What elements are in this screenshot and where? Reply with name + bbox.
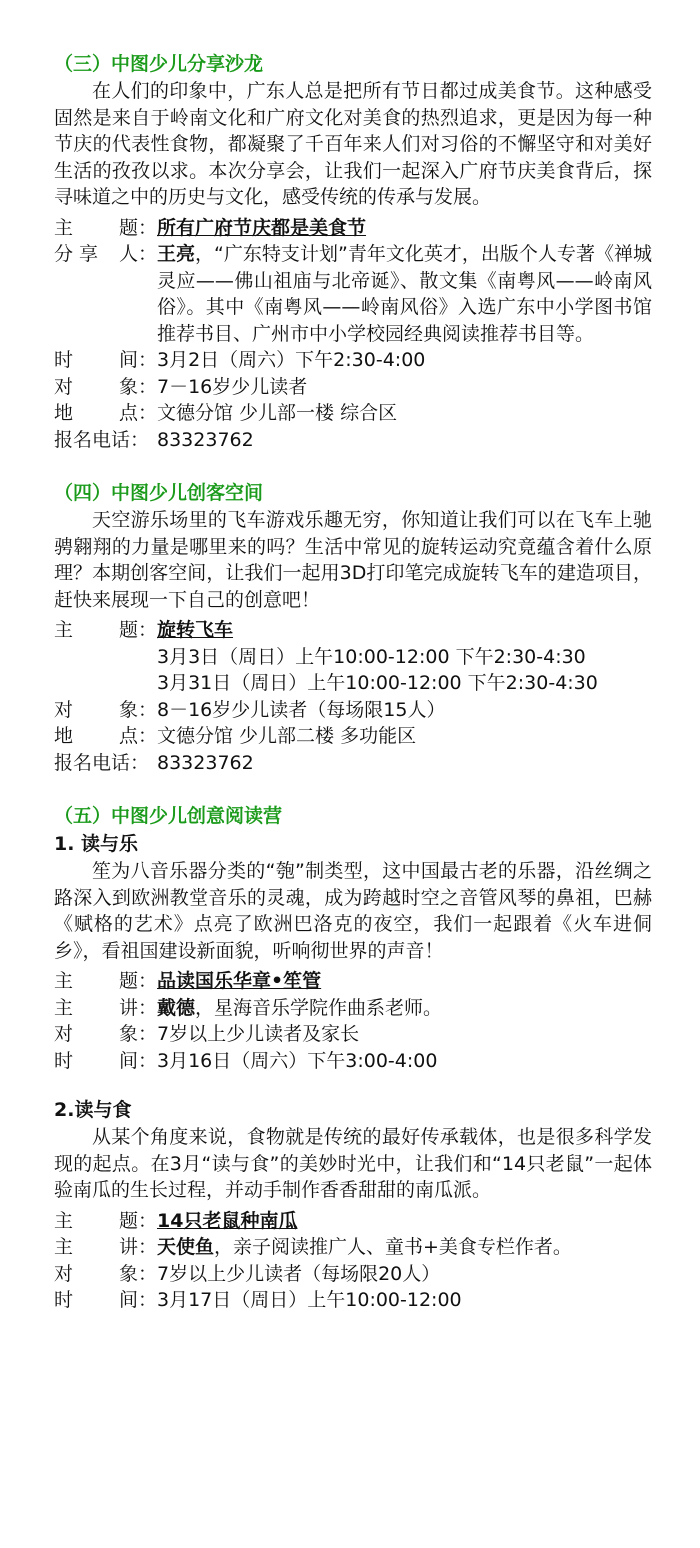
maker-time1-row [54, 644, 652, 671]
maker-audience-row: 对 象： 8－16岁少儿读者（每场限15人） [54, 697, 652, 724]
music-topic-row: 主 题： 品读国乐华章•笙管 [54, 970, 322, 992]
music-speaker-row: 主 讲： 戴德，星海音乐学院作曲系老师。 [54, 996, 443, 1019]
salon-place: 文德分馆 少儿部一楼 综合区 [157, 402, 398, 424]
maker-phone: 83323762 [157, 751, 254, 774]
salon-place-row: 地 点： 文德分馆 少儿部一楼 综合区 [54, 400, 652, 427]
salon-phone-row: 报名电话： 83323762 [54, 427, 652, 454]
salon-speaker-desc: ，“广东特支计划”青年文化英才，出版个人专著《禅城灵应——佛山祖庙与北帝诞》、散文集《南粤风——岭南风俗》。其中《南粤风——岭南风俗》入选广东中小学图书馆推荐书目、广州市中小学校园经典阅读推荐书目等。 [157, 243, 652, 345]
music-speaker-desc: ，星海音乐学院作曲系老师。 [195, 996, 443, 1019]
maker-topic: 旋转飞车 [157, 619, 234, 641]
section-title-reading-camp: （五）中图少儿创意阅读营 [54, 805, 283, 827]
reading-food-intro: 从某个角度来说，食物就是传统的最好传承载体，也是很多科学发现的起点。在3月“读与食”的美妙时光中，让我们和“14只老鼠”一起体验南瓜的生长过程，并动手制作香香甜甜的南瓜派。 [54, 1126, 652, 1201]
music-time: 3月16日（周六）下午3:00-4:00 [157, 1049, 438, 1072]
maker-place-row: 地 点： 文德分馆 少儿部二楼 多功能区 [54, 723, 652, 750]
food-time-row: 时 间： 3月17日（周日）上午10:00-12:00 [54, 1287, 652, 1314]
section-title-salon: （三）中图少儿分享沙龙 [54, 53, 264, 75]
food-speaker-row: 主 讲： 天使鱼，亲子阅读推广人、童书+美食专栏作者。 [54, 1236, 572, 1258]
food-speaker-desc: ，亲子阅读推广人、童书+美食专栏作者。 [214, 1236, 572, 1258]
salon-topic: 所有广府节庆都是美食节 [157, 216, 367, 239]
maker-intro: 天空游乐场里的飞车游戏乐趣无穷，你知道让我们可以在飞车上驰骋翱翔的力量是哪里来的吗？生活中常见的旋转运动究竟蕴含着什么原理？本期创客空间，让我们一起用3D打印笔完成旋转飞车的建造项目，赶快来展现一下自己的创意吧！ [54, 509, 652, 611]
salon-audience-row: 对 象： 7－16岁少儿读者 [54, 374, 652, 401]
food-audience-row: 对 象： 7岁以上少儿读者（每场限20人） [54, 1261, 652, 1288]
music-topic: 品读国乐华章•笙管 [157, 970, 322, 992]
food-topic: 14只老鼠种南瓜 [157, 1209, 298, 1232]
maker-topic-row: 主 题： 旋转飞车 [54, 619, 234, 641]
reading-music-heading: 1. 读与乐 [54, 833, 139, 855]
music-speaker-name: 戴德 [157, 996, 196, 1019]
maker-time-2: 3月31日（周日）上午10:00-12:00 下午2:30-4:30 [157, 672, 598, 694]
reading-music-intro: 笙为八音乐器分类的“匏”制类型，这中国最古老的乐器，沿丝绸之路深入到欧洲教堂音乐的灵魂，成为跨越时空之音管风琴的鼻祖，巴赫《赋格的艺术》点亮了欧洲巴洛克的夜空，我们一起跟着《火车进侗乡》，看祖国建设新面貌，听响彻世界的声音！ [54, 860, 652, 962]
salon-intro: 在人们的印象中，广东人总是把所有节日都过成美食节。这种感受固然是来自于岭南文化和广府文化对美食的热烈追求，更是因为每一种节庆的代表性食物，都凝聚了千百年来人们对习俗的不懈坚守和对美好生活的孜孜以求。本次分享会，让我们一起深入广府节庆美食背后，探寻味道之中的历史与文化，感受传统的传承与发展。 [54, 80, 652, 208]
food-topic-row: 主 题： 14只老鼠种南瓜 [54, 1209, 298, 1232]
salon-audience: 7－16岁少儿读者 [157, 375, 308, 398]
salon-time: 3月2日（周六）下午2:30-4:00 [157, 349, 426, 371]
reading-food-heading: 2.读与食 [54, 1099, 132, 1121]
maker-place: 文德分馆 少儿部二楼 多功能区 [157, 725, 417, 747]
food-audience: 7岁以上少儿读者（每场限20人） [157, 1262, 441, 1285]
music-audience: 7岁以上少儿读者及家长 [157, 1023, 360, 1045]
salon-speaker-row: 分 享 人： 王亮，“广东特支计划”青年文化英才，出版个人专著《禅城灵应——佛山祖庙与北帝诞》、散文集《南粤风——岭南风俗》。其中《南粤风——岭南风俗》入选广东中小学图书馆推荐书目、广州市中小学校园经典阅读推荐书目等。 [54, 243, 652, 345]
music-audience-row: 对 象： 7岁以上少儿读者及家长 [54, 1021, 652, 1048]
maker-time2-row [54, 670, 652, 697]
salon-phone: 83323762 [157, 428, 254, 451]
food-speaker-name: 天使鱼 [157, 1236, 215, 1258]
salon-time-row: 时 间： 3月2日（周六）下午2:30-4:00 [54, 347, 652, 374]
salon-topic-row: 主 题： 所有广府节庆都是美食节 [54, 216, 367, 239]
music-time-row: 时 间： 3月16日（周六）下午3:00-4:00 [54, 1048, 652, 1075]
maker-audience: 8－16岁少儿读者（每场限15人） [157, 698, 446, 721]
section-title-maker: （四）中图少儿创客空间 [54, 482, 264, 504]
maker-time-1: 3月3日（周日）上午10:00-12:00 下午2:30-4:30 [157, 645, 586, 668]
food-time: 3月17日（周日）上午10:00-12:00 [157, 1289, 462, 1311]
salon-speaker-name: 王亮 [157, 243, 196, 265]
maker-phone-row: 报名电话： 83323762 [54, 750, 652, 777]
